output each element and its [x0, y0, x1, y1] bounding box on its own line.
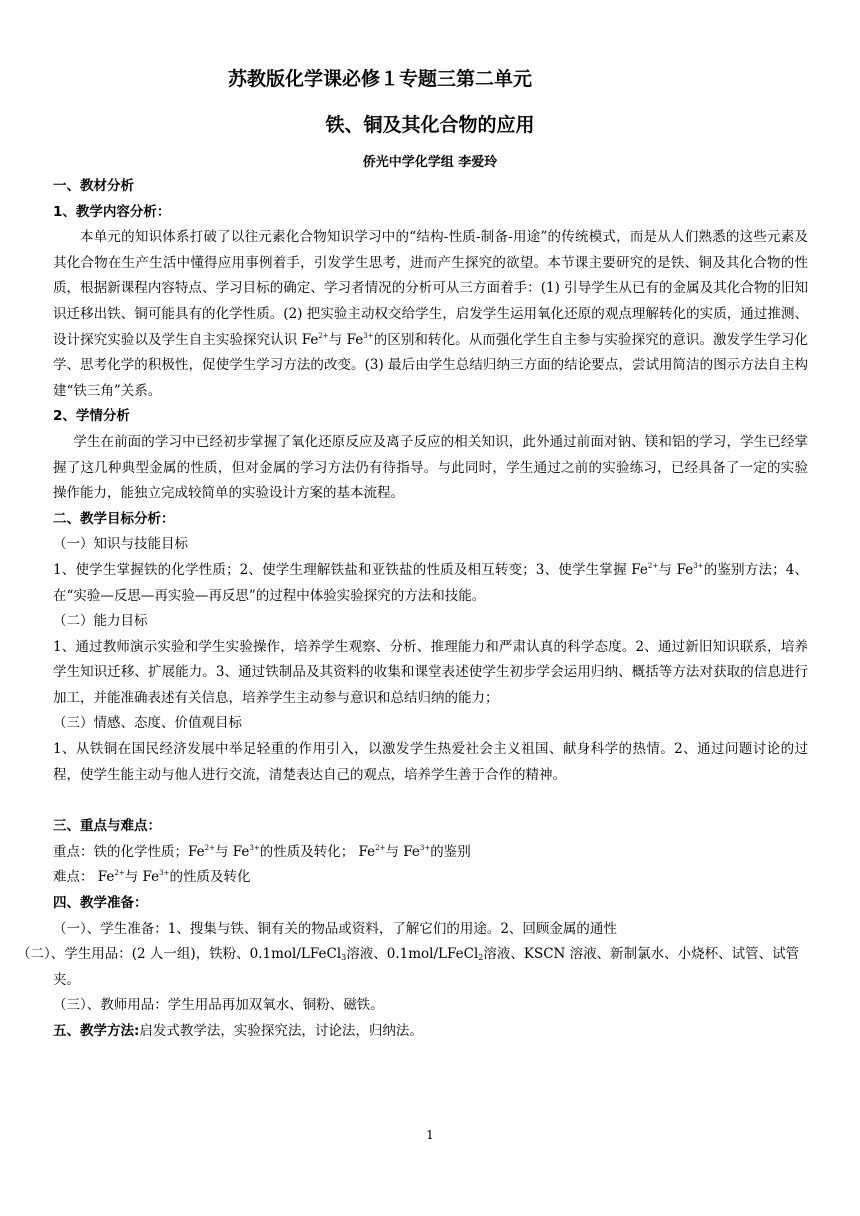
paragraph-text: 的性质及转化: [169, 869, 251, 886]
document-subtitle: 铁、铜及其化合物的应用: [325, 114, 535, 136]
prep-teacher: （三）、教师用品：学生用品再加双氧水、铜粉、磁铁。: [53, 997, 384, 1014]
paragraph-text: 的区别和转化。从而强化学生自主参与实验探究的意识。激发学生学习化学、思考化学的积极性，促使学生学习方法的改变。(3) 最后由学生总结归纳三方面的结论要点，尝试用简洁的图示方法自主构建“铁三角”关系。: [53, 331, 808, 399]
paragraph-text: 本单元的知识体系打破了以往元素化合物知识学习中的“结构-性质-制备-用途”的传统模式，而是从人们熟悉的这些元素及其化合物在生产生活中懂得应用事例着手，引发学生思考，进而产生探究的欲望。本节课主要研究的是铁、铜及其化合物的性质，根据新课程内容特点、学习目标的确定、学习者情况的分析可从三方面着手：(1) 引导学生从已有的金属及其化合物的旧知识迁移出铁、铜可能具有的化学性质。(2) 把实验主动权交给学生，启发学生运用氧化还原的观点理解转化的实质，通过推测、设计探究实验以及学生自主实验探究认识 Fe: [53, 229, 808, 348]
ion-charge: 2+: [647, 561, 659, 570]
section-heading-2: 二、教学目标分析：: [53, 510, 175, 527]
paragraph-content-analysis: [53, 225, 808, 404]
ion-charge: 3+: [249, 843, 260, 852]
prep-student-supplies: [17, 942, 808, 993]
paragraph-text: 的鉴别: [430, 843, 471, 860]
section-heading-4: 四、教学准备：: [53, 895, 148, 912]
ion-charge: 2+: [318, 331, 329, 340]
ion-charge: 2+: [114, 869, 125, 878]
goal-heading-ability: （二）能力目标: [53, 613, 148, 630]
subscript: 3: [341, 953, 347, 963]
paragraph-attitude-goals: 1、从铁铜在国民经济发展中举足轻重的作用引入，以激发学生热爱社会主义祖国、献身科学的热情。2、通过问题讨论的过程，使学生能主动与他人进行交流，清楚表达自己的观点，培养学生善于合作的精神。: [53, 741, 808, 783]
paragraph-text: 重点：铁的化学性质；Fe: [53, 843, 205, 860]
ion-charge: 3+: [363, 331, 374, 340]
subsection-heading-1-2: 2、学情分析: [53, 408, 130, 425]
page-number: 1: [426, 1128, 434, 1142]
paragraph-text: 溶液、KSCN 溶液、新制氯水、小烧杯、试管、试管夹。: [53, 946, 800, 988]
paragraph-text: 难点： Fe: [53, 869, 115, 886]
document-title: 苏教版化学课必修１专题三第二单元: [227, 68, 532, 90]
ion-charge: 3+: [159, 869, 170, 878]
subscript: 2: [478, 953, 484, 963]
section-heading-5: 五、教学方法:: [53, 1023, 140, 1039]
paragraph-text: 1、使学生掌握铁的化学性质；2、使学生理解铁盐和亚铁盐的性质及相互转变；3、使学生掌握 Fe: [53, 561, 648, 578]
difficult-points-line: [53, 865, 808, 891]
section-heading-3: 三、重点与难点：: [53, 818, 161, 835]
author-line: 侨光中学化学组 李爱玲: [362, 155, 498, 170]
key-points-line: [53, 840, 808, 866]
section-heading-1: 一、教材分析: [53, 178, 134, 194]
paragraph-text: 溶液、0.1mol/LFeCl: [346, 946, 479, 963]
paragraph-text: 启发式教学法，实验探究法，讨论法，归纳法。: [139, 1023, 423, 1039]
ion-charge: 2+: [204, 843, 215, 852]
paragraph-knowledge-goals: [53, 558, 808, 609]
paragraph-text: 与 Fe: [214, 843, 250, 860]
paragraph-text: 与 Fe: [328, 331, 364, 348]
paragraph-text: 的鉴别方法；4、在“实验—反思—再实验—再反思”的过程中体验实验探究的方法和技能。: [53, 561, 808, 604]
goal-heading-attitude: （三）情感、态度、价值观目标: [53, 715, 242, 732]
goal-heading-knowledge: （一）知识与技能目标: [53, 536, 188, 553]
prep-student: （一）、学生准备：1、搜集与铁、铜有关的物品或资料，了解它们的用途。2、回顾金属的通性: [53, 920, 617, 937]
spacer: [53, 788, 808, 814]
paragraph-text: 与 Fe: [385, 843, 420, 860]
ion-charge: 3+: [419, 843, 431, 852]
subsection-heading-1-1: 1、教学内容分析：: [53, 203, 171, 220]
teaching-methods-line: [53, 1019, 808, 1045]
paragraph-text: （二）、学生用品：(2 人一组)，铁粉、0.1mol/LFeCl: [17, 946, 342, 963]
paragraph-text: 与 Fe: [124, 869, 160, 886]
paragraph-text: 与 Fe: [658, 561, 694, 578]
ion-charge: 3+: [693, 561, 704, 570]
ion-charge: 2+: [375, 843, 386, 852]
paragraph-learner-analysis: 学生在前面的学习中已经初步掌握了氧化还原反应及离子反应的相关知识，此外通过前面对钠、镁和铝的学习，学生已经掌握了这几种典型金属的性质，但对金属的学习方法仍有待指导。与此同时，学生通过之前的实验练习，已经具备了一定的实验操作能力，能独立完成较简单的实验设计方案的基本流程。: [53, 433, 808, 502]
paragraph-ability-goals: 1、通过教师演示实验和学生实验操作，培养学生观察、分析、推理能力和严肃认真的科学态度。2、通过新旧知识联系，培养学生知识迁移、扩展能力。3、通过铁制品及其资料的收集和课堂表述使学生初步学会运用归纳、概括等方法对获取的信息进行加工，并能准确表述有关信息，培养学生主动参与意识和总结归纳的能力；: [53, 638, 808, 706]
paragraph-text: 的性质及转化； Fe: [259, 843, 376, 860]
document-body: [17, 174, 808, 1045]
